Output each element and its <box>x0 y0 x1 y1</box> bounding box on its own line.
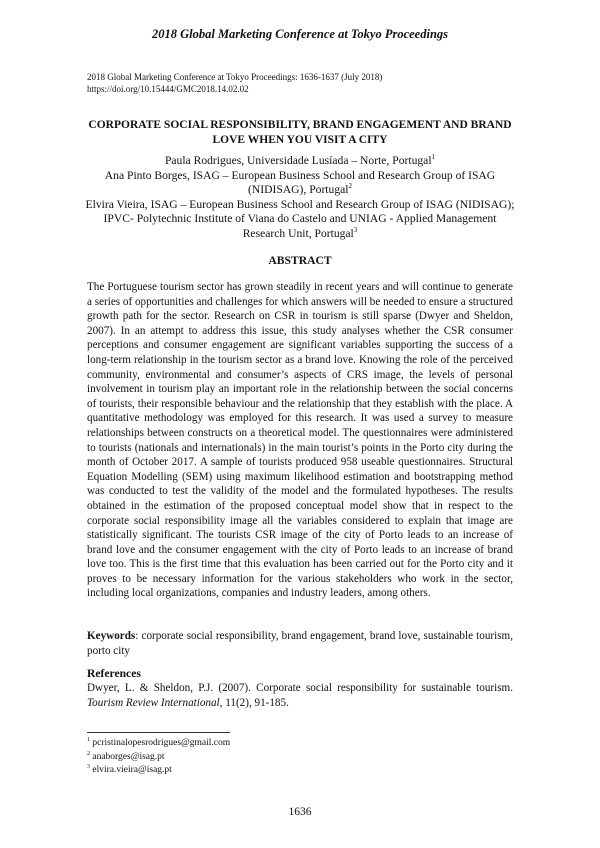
footnote-mark: 3 <box>353 226 358 235</box>
footnote-mark: 2 <box>348 182 352 191</box>
footnote-email[interactable]: anaborges@isag.pt <box>92 751 165 762</box>
footnote-mark: 2 <box>87 750 90 757</box>
author-list <box>82 154 518 242</box>
footnote-email[interactable]: elvira.vieira@isag.pt <box>92 765 172 775</box>
doi-link[interactable]: https://doi.org/10.15444/GMC2018.14.02.02 <box>87 83 249 94</box>
author-affiliation <box>82 198 518 242</box>
author-text: Ana Pinto Borges, ISAG – European Business School and Research Group of ISAG (NIDISAG), Portugal <box>104 168 496 197</box>
citation-line: 2018 Global Marketing Conference at Tokyo Proceedings: 1636-1637 (July 2018) <box>87 72 383 82</box>
running-header: 2018 Global Marketing Conference at Tokyo Proceedings <box>151 27 449 41</box>
citation-block <box>87 72 382 95</box>
footnote <box>87 751 230 765</box>
keywords-paragraph <box>87 629 513 658</box>
reference-journal: Tourism Review International <box>87 696 220 709</box>
author-affiliation <box>82 169 518 198</box>
author-text: Paula Rodrigues, Universidade Lusíada – Norte, Portugal <box>164 154 432 167</box>
footnote-email[interactable]: pcristinalopesrodrigues@gmail.com <box>92 738 231 748</box>
abstract-heading: ABSTRACT <box>268 254 332 267</box>
reference-text: Dwyer, L. & Sheldon, P.J. (2007). Corporate social responsibility for sustainable tourism. <box>87 682 513 694</box>
abstract-body: The Portuguese tourism sector has grown steadily in recent years and will continue to generate a series of opportunities and challenges for which answers will be needed to ensure a structured growth path for the sector. Research on CSR in tourism is still sparse (Dwyer and Sheldon, 2007). In an attempt to address this issue, this study analyses whether the CSR consumer perceptions and consumer engagement are significant variables supporting the success of a long-term relationship in the tourism sector as a brand love. Knowing the role of the perceived community, environmental and consumer’s aspects of CRS image, the levels of personal involvement in tourism play an important role in the relationship between the social concerns of tourists, their responsible behaviour and the relationship that they establish with the place. A quantitative methodology was employed for this research. It was used a survey to measure relationships between constructs on a theoretical model. The questionnaires were administered to tourists (nationals and internationals) in the main tourist’s points in the Porto city during the month of October 2017. A sample of tourists produced 958 useable questionnaires. Structural Equation Modelling (SEM) using maximum likelihood estimation and bootstrapping method was conducted to test the validity of the model and the formulated hypotheses. The results obtained in the estimation of the proposed conceptual model show that in respect to the corporate social responsibility image all the variables considered to explain that image are statistically significant. The tourists CSR image of the city of Porto leads to an increase of brand love and the consumer engagement with the city of Porto leads to an increase of brand love too. This is the first time that this evaluation has been carried out for the Porto city and it proves to be necessary information for the various stakeholders who work in the sector, including local organizations, companies and industry leaders, among others. <box>87 281 513 600</box>
footnotes <box>87 737 230 778</box>
footnote-mark: 1 <box>431 153 436 162</box>
page-number: 1636 <box>288 806 312 818</box>
footnote <box>87 764 230 778</box>
keywords-text: : corporate social responsibility, brand engagement, brand love, sustainable tourism, porto city <box>87 630 513 657</box>
footnote-divider <box>87 732 230 733</box>
author-affiliation <box>82 154 518 169</box>
footnote-mark: 1 <box>87 736 90 743</box>
references-heading: References <box>87 667 141 680</box>
reference-item <box>87 681 513 710</box>
reference-text: , 11(2), 91-185. <box>219 696 289 709</box>
footnote-mark: 3 <box>87 763 90 770</box>
author-text: Elvira Vieira, ISAG – European Business School and Research Group of ISAG (NIDISAG); IPVC- Polytechnic Institute of Viana do Castelo and UNIAG - Applied Management Research Unit, Portugal <box>85 197 515 240</box>
paper-title: CORPORATE SOCIAL RESPONSIBILITY, BRAND ENGAGEMENT AND BRAND LOVE WHEN YOU VISIT A CITY <box>88 119 512 146</box>
footnote <box>87 737 230 751</box>
keywords-label: Keywords <box>87 630 136 642</box>
